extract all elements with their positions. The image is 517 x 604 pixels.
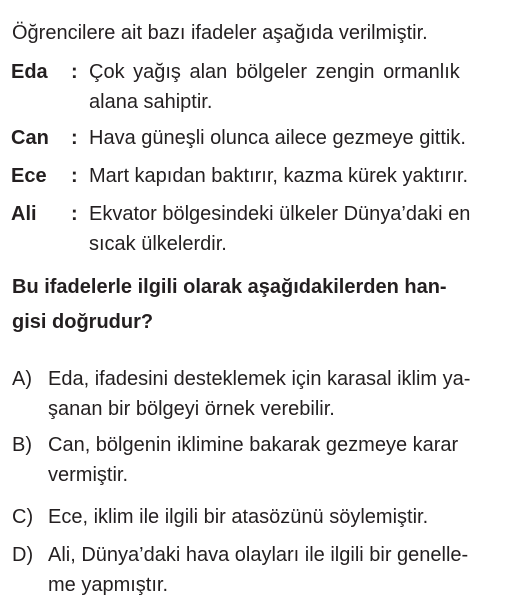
statement-ali-line2: sıcak ülkelerdir. xyxy=(89,233,227,255)
option-d-line1: Ali, Dünya’daki hava olayları ile ilgili bir genelle- xyxy=(48,544,469,566)
option-c-line1: Ece, iklim ile ilgili bir atasözünü söylemiştir. xyxy=(48,506,429,528)
statement-ali-line1: Ekvator bölgesindeki ülkeler Dünya’daki en xyxy=(89,203,471,225)
option-a-line1: Eda, ifadesini desteklemek için karasal iklim ya- xyxy=(48,368,471,390)
statement-eda-line1: Çok yağış alan bölgeler zengin ormanlık xyxy=(89,61,460,83)
intro-text: Öğrencilere ait bazı ifadeler aşağıda verilmiştir. xyxy=(12,22,428,44)
statement-can-line1: Hava güneşli olunca ailece gezmeye gittik. xyxy=(89,127,466,149)
speaker-ali: Ali xyxy=(11,203,37,225)
speaker-colon: : xyxy=(71,61,78,83)
statement-eda-line2: alana sahiptir. xyxy=(89,91,213,113)
option-b-line2: vermiştir. xyxy=(48,464,128,486)
question-stem-line1: Bu ifadelerle ilgili olarak aşağıdakilerden han- xyxy=(12,276,447,298)
speaker-can: Can xyxy=(11,127,49,149)
speaker-colon: : xyxy=(71,203,78,225)
speaker-colon: : xyxy=(71,165,78,187)
speaker-colon: : xyxy=(71,127,78,149)
option-d-line2: me yapmıştır. xyxy=(48,574,169,596)
option-a-line2: şanan bir bölgeyi örnek verebilir. xyxy=(48,398,335,420)
option-letter-c: C) xyxy=(12,506,34,528)
speaker-ece: Ece xyxy=(11,165,47,187)
option-letter-b: B) xyxy=(12,434,32,456)
statement-ece-line1: Mart kapıdan baktırır, kazma kürek yaktırır. xyxy=(89,165,469,187)
option-b-line1: Can, bölgenin iklimine bakarak gezmeye karar xyxy=(48,434,459,456)
question-stem-line2: gisi doğrudur? xyxy=(12,311,154,333)
option-letter-a: A) xyxy=(12,368,32,390)
option-letter-d: D) xyxy=(12,544,34,566)
speaker-eda: Eda xyxy=(11,61,48,83)
